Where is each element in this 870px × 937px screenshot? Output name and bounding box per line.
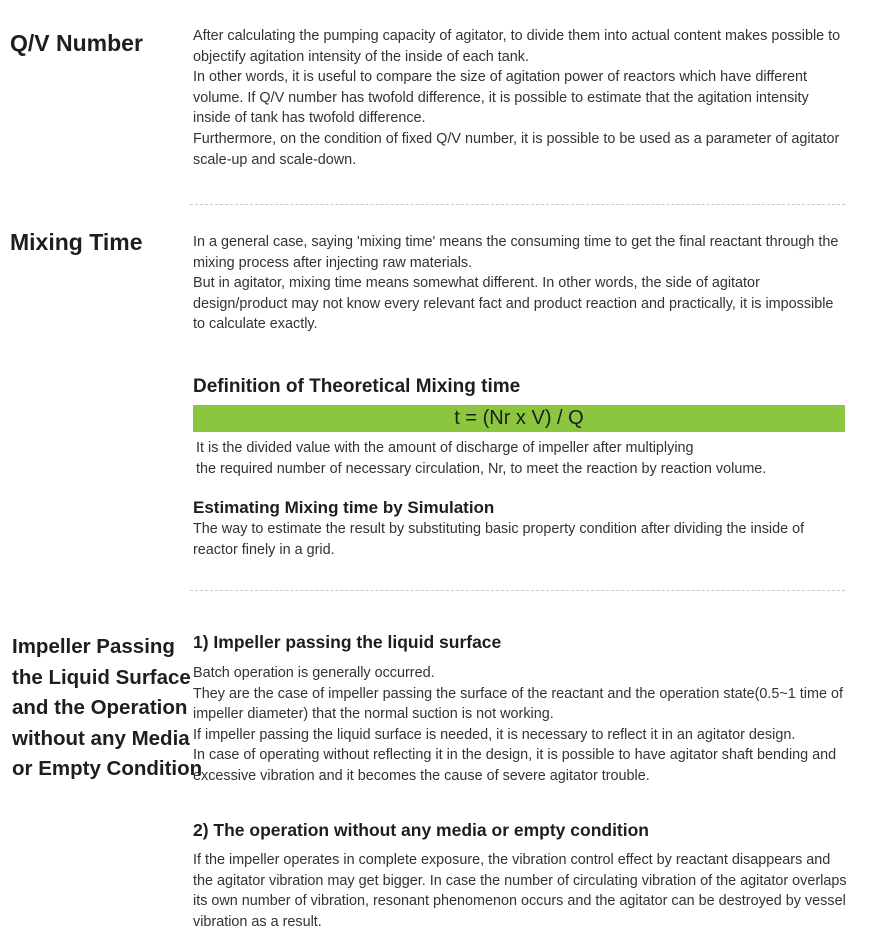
- definition-line: the required number of necessary circulation, Nr, to meet the reaction by reaction volume.: [196, 460, 767, 477]
- item1-paragraph: If impeller passing the liquid surface is needed, it is necessary to reflect it in an agitator design.: [193, 726, 796, 743]
- qv-paragraph: In other words, it is useful to compare the size of agitation power of reactors which have different volume. If Q/V number has twofold difference, it is possible to estimate that the agitation intensity inside of tank has twofold difference.: [193, 69, 809, 127]
- definition-heading: Definition of Theoretical Mixing time: [193, 376, 521, 397]
- simulation-paragraph: The way to estimate the result by substituting basic property condition after dividing the inside of reactor finely in a grid.: [193, 521, 805, 558]
- item1-body: [193, 663, 848, 787]
- item2-body: [193, 850, 848, 932]
- item1-paragraph: In case of operating without reflecting it in the design, it is possible to have agitator shaft bending and excessive vibration and it becomes the cause of severe agitator trouble.: [193, 747, 837, 784]
- item1-heading: 1) Impeller passing the liquid surface: [193, 632, 502, 652]
- title-line: without any Media: [12, 726, 190, 750]
- definition-text: [196, 438, 851, 479]
- impeller-section-title: [12, 632, 203, 785]
- formula-bar: t = (Nr x V) / Q: [193, 405, 845, 432]
- mixing-time-title: Mixing Time: [10, 229, 143, 255]
- title-line: the Liquid Surface: [12, 665, 191, 689]
- simulation-heading: Estimating Mixing time by Simulation: [193, 498, 495, 517]
- item2-paragraph: If the impeller operates in complete exposure, the vibration control effect by reactant disappears and the agitator vibration may get bigger. In case the number of circulating vibration of the agitator overlaps its own number of vibration, resonant phenomenon occurs and the agitator can be destroyed by vessel vibration as a result.: [193, 852, 847, 930]
- title-line: and the Operation: [12, 696, 188, 719]
- mixing-paragraph: But in agitator, mixing time means somewhat different. In other words, the side of agitator design/product may not know every relevant fact and product reaction and practically, it is impossible to calculate exactly.: [193, 275, 834, 333]
- mixing-paragraph: In a general case, saying 'mixing time' means the consuming time to get the final reactant through the mixing process after injecting raw materials.: [193, 234, 839, 271]
- qv-paragraph: After calculating the pumping capacity of agitator, to divide them into actual content makes possible to objectify agitation intensity of the inside of each tank.: [193, 28, 841, 65]
- title-line: or Empty Condition: [12, 757, 203, 780]
- qv-paragraph: Furthermore, on the condition of fixed Q/V number, it is possible to be used as a parameter of agitator scale-up and scale-down.: [193, 130, 840, 168]
- title-line: Impeller Passing: [12, 635, 175, 658]
- mixing-time-body: [193, 232, 848, 335]
- item1-paragraph: Batch operation is generally occurred.: [193, 665, 435, 681]
- definition-line: It is the divided value with the amount of discharge of impeller after multiplying: [196, 440, 694, 456]
- qv-number-title: Q/V Number: [10, 30, 143, 56]
- item2-heading: 2) The operation without any media or empty condition: [193, 820, 649, 840]
- section-divider: [190, 590, 845, 591]
- section-divider: [190, 204, 845, 205]
- item1-paragraph: They are the case of impeller passing the surface of the reactant and the operation state(0.5~1 time of impeller diameter) that the normal suction is not working.: [193, 685, 843, 723]
- qv-number-body: [193, 26, 848, 170]
- simulation-text: [193, 519, 848, 560]
